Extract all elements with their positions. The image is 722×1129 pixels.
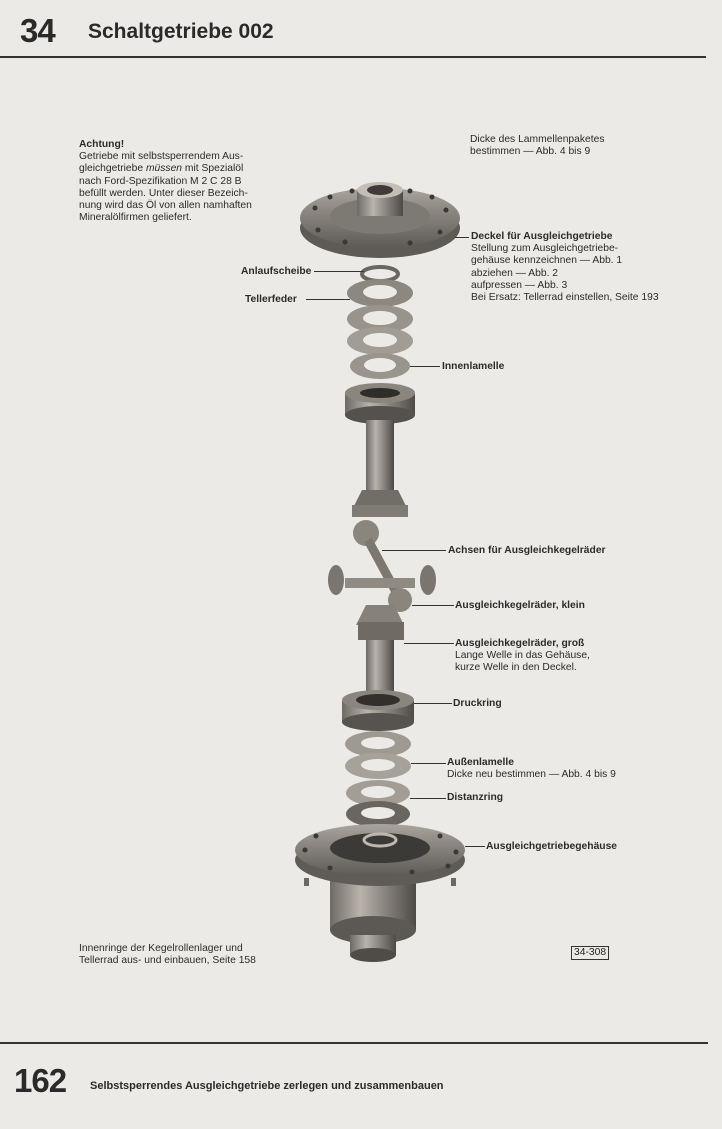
lower-side-gear-shaft <box>356 605 404 700</box>
leader-line <box>404 643 454 644</box>
note-line: bestimmen — Abb. 4 bis 9 <box>470 146 591 158</box>
pinion-gears-and-axles <box>328 520 436 612</box>
leader-line <box>410 366 440 367</box>
callout-gehaeuse: Ausgleichgetriebegehäuse <box>486 841 618 852</box>
warning-line: nach Ford-Spezifikation M 2 C 28 B <box>79 175 242 187</box>
footer-rule <box>0 1042 708 1044</box>
upper-side-gear-shaft <box>352 420 408 517</box>
warning-line: Mineralölfirmen geliefert. <box>79 212 192 224</box>
callout-line: Lange Welle in das Gehäuse, <box>455 650 590 662</box>
callout-kegelraeder-klein: Ausgleichkegelräder, klein <box>455 600 585 611</box>
page-number: 162 <box>14 1062 67 1099</box>
bearing-note <box>79 943 256 967</box>
thrust-washer-part <box>362 267 398 281</box>
warning-title: Achtung! <box>79 139 125 150</box>
callout-deckel <box>471 231 659 304</box>
figure-number: 34-308 <box>571 946 609 960</box>
disc-pack-note <box>470 134 605 158</box>
warning-line: nung wird das Öl von allen namhaften <box>79 200 252 212</box>
leader-line <box>314 271 364 272</box>
leader-line <box>411 763 446 764</box>
note-line: Innenringe der Kegelrollenlager und <box>79 943 243 954</box>
housing-part <box>295 824 465 962</box>
leader-line <box>412 605 454 606</box>
callout-title: Außenlamelle <box>447 757 514 768</box>
warning-line: befüllt werden. Unter dieser Bezeich- <box>79 187 248 199</box>
callout-line: aufpressen — Abb. 3 <box>471 279 568 291</box>
leader-line <box>455 237 469 238</box>
callout-tellerfeder: Tellerfeder <box>245 294 297 305</box>
callout-achsen: Achsen für Ausgleichkegelräder <box>448 545 606 556</box>
note-line: Dicke des Lammellenpaketes <box>470 134 605 145</box>
warning-line: gleichgetriebe müssen mit Spezialöl <box>79 163 244 175</box>
disc-pack-bottom <box>345 731 411 827</box>
leader-line <box>414 703 452 704</box>
callout-line: kurze Welle in den Deckel. <box>455 662 577 674</box>
page-title: Selbstsperrendes Ausgleichgetriebe zerlegen und zusammenbauen <box>90 1080 444 1092</box>
callout-anlaufscheibe: Anlaufscheibe <box>241 266 312 277</box>
callout-line: abziehen — Abb. 2 <box>471 267 559 279</box>
callout-distanzring: Distanzring <box>447 792 504 803</box>
pressure-ring-top <box>345 383 415 424</box>
callout-line: Bei Ersatz: Tellerrad einstellen, Seite 193 <box>471 292 659 304</box>
callout-druckring: Druckring <box>453 698 502 709</box>
leader-line <box>306 299 350 300</box>
chapter-number: 34 <box>20 12 55 49</box>
cover-part <box>300 182 460 258</box>
callout-innenlamelle: Innenlamelle <box>442 361 505 372</box>
warning-line: Getriebe mit selbstsperrendem Aus- <box>79 151 244 163</box>
note-line: Tellerrad aus- und einbauen, Seite 158 <box>79 955 256 967</box>
pressure-ring-bottom <box>342 690 414 731</box>
callout-line: Dicke neu bestimmen — Abb. 4 bis 9 <box>447 769 616 781</box>
disc-pack-top <box>347 279 413 379</box>
warning-note <box>79 139 252 224</box>
chapter-title: Schaltgetriebe 002 <box>88 20 274 43</box>
leader-line <box>465 846 485 847</box>
leader-line <box>410 798 446 799</box>
callout-line: gehäuse kennzeichnen — Abb. 1 <box>471 255 623 267</box>
callout-title: Ausgleichkegelräder, groß <box>455 638 585 649</box>
callout-kegelraeder-gross <box>455 638 590 675</box>
callout-aussenlamelle <box>447 757 616 781</box>
callout-line: Stellung zum Ausgleichgetriebe- <box>471 243 619 255</box>
leader-line <box>382 550 446 551</box>
callout-title: Deckel für Ausgleichgetriebe <box>471 231 613 242</box>
